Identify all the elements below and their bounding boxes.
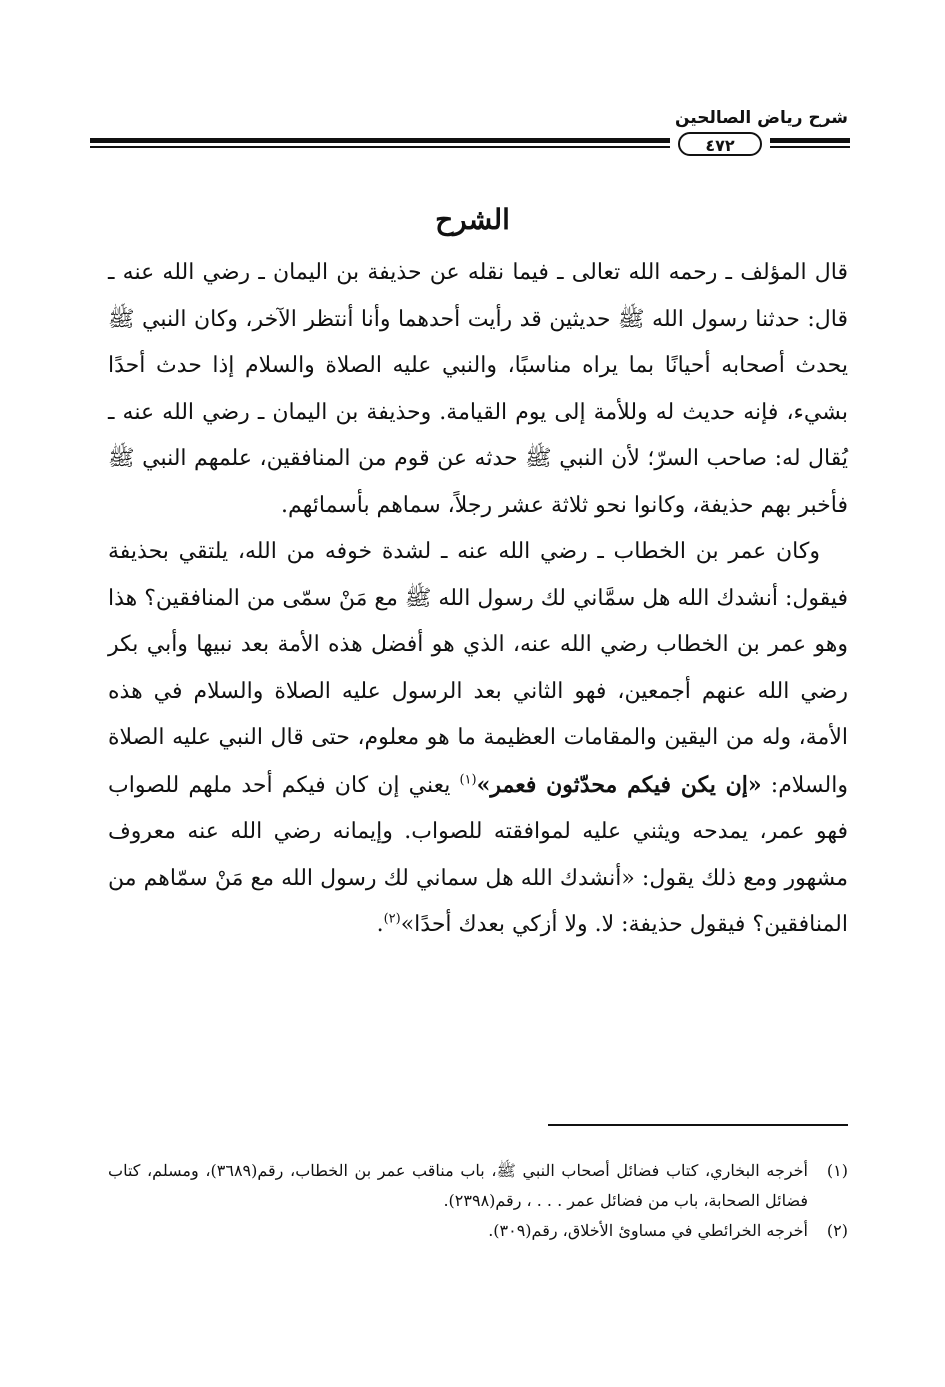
footnote-ref-1[interactable]: (١)	[459, 772, 477, 788]
footnote-separator	[548, 1124, 848, 1126]
header-rule	[90, 134, 850, 156]
running-header-title: شرح رياض الصالحين	[674, 108, 848, 128]
hadith-quote: «إن يكن فيكم محدّثون فعمر»	[476, 771, 762, 798]
footnote-number: (١)	[826, 1161, 848, 1180]
header-rule-thin-left	[90, 146, 670, 148]
header-rule-thick-left	[90, 138, 670, 143]
header-rule-thick-right	[770, 138, 850, 143]
section-heading: الشرح	[435, 203, 510, 236]
footnote-number: (٢)	[826, 1221, 848, 1240]
header-rule-thin-right	[770, 146, 850, 148]
page-number: ٤٧٢	[678, 132, 762, 156]
paragraph-2-part-1: وكان عمر بن الخطاب ـ رضي الله عنه ـ لشدة خوفه من الله، يلتقي بحذيفة فيقول: أنشدك الله هل سمَّاني لك رسول الله ﷺ مع مَنْ سمّى من المنافقين؟ هذا وهو عمر بن الخطاب رضي الله عنه، الذي هو أفضل هذه الأمة بعد نبيها وأبي بكر رضي الله عنهم أجمعين، فهو الثاني بعد الرسول عليه الصلاة والسلام في هذه الأمة، وله من اليقين والمقامات العظيمة ما هو معلوم، حتى قال النبي عليه الصلاة والسلام:	[108, 539, 849, 798]
footnote-2	[108, 1216, 848, 1246]
footnote-text: أخرجه البخاري، كتاب فضائل أصحاب النبي ﷺ، باب مناقب عمر بن الخطاب، رقم(٣٦٨٩)، ومسلم، كتاب فضائل الصحابة، باب من فضائل عمر . . . ، رقم(٢٣٩٨).	[108, 1161, 809, 1210]
footnote-1	[108, 1156, 848, 1216]
paragraph-2	[108, 529, 848, 949]
footnotes	[108, 1156, 848, 1246]
paragraph-2-end: .	[376, 912, 384, 937]
body-text	[108, 250, 848, 949]
footnote-ref-2[interactable]: (٢)	[383, 911, 401, 927]
paragraph-2-part-2: يعني إن كان فيكم أحد ملهم للصواب فهو عمر، يمدحه ويثني عليه لموافقته للصواب. وإيمانه رضي الله عنه معروف مشهور ومع ذلك يقول: «أنشدك الله هل سماني لك رسول الله مع مَنْ سمّاهم من المنافقين؟ فيقول حذيفة: لا. ولا أزكي بعدك أحدًا»	[108, 772, 848, 937]
footnote-text: أخرجه الخرائطي في مساوئ الأخلاق، رقم(٣٠٩).	[488, 1221, 808, 1240]
paragraph-1: قال المؤلف ـ رحمه الله تعالى ـ فيما نقله عن حذيفة بن اليمان ـ رضي الله عنه ـ قال: حدثنا رسول الله ﷺ حديثين قد رأيت أحدهما وأنا أنتظر الآخر، وكان النبي ﷺ يحدث أصحابه أحيانًا بما يراه مناسبًا، والنبي عليه الصلاة والسلام إذا حدث أحدًا بشيء، فإنه حديث له وللأمة إلى يوم القيامة. وحذيفة بن اليمان ـ رضي الله عنه ـ يُقال له: صاحب السرّ؛ لأن النبي ﷺ حدثه عن قوم من المنافقين، علمهم النبي ﷺ فأخبر بهم حذيفة، وكانوا نحو ثلاثة عشر رجلاً، سماهم بأسمائهم.	[108, 260, 848, 518]
